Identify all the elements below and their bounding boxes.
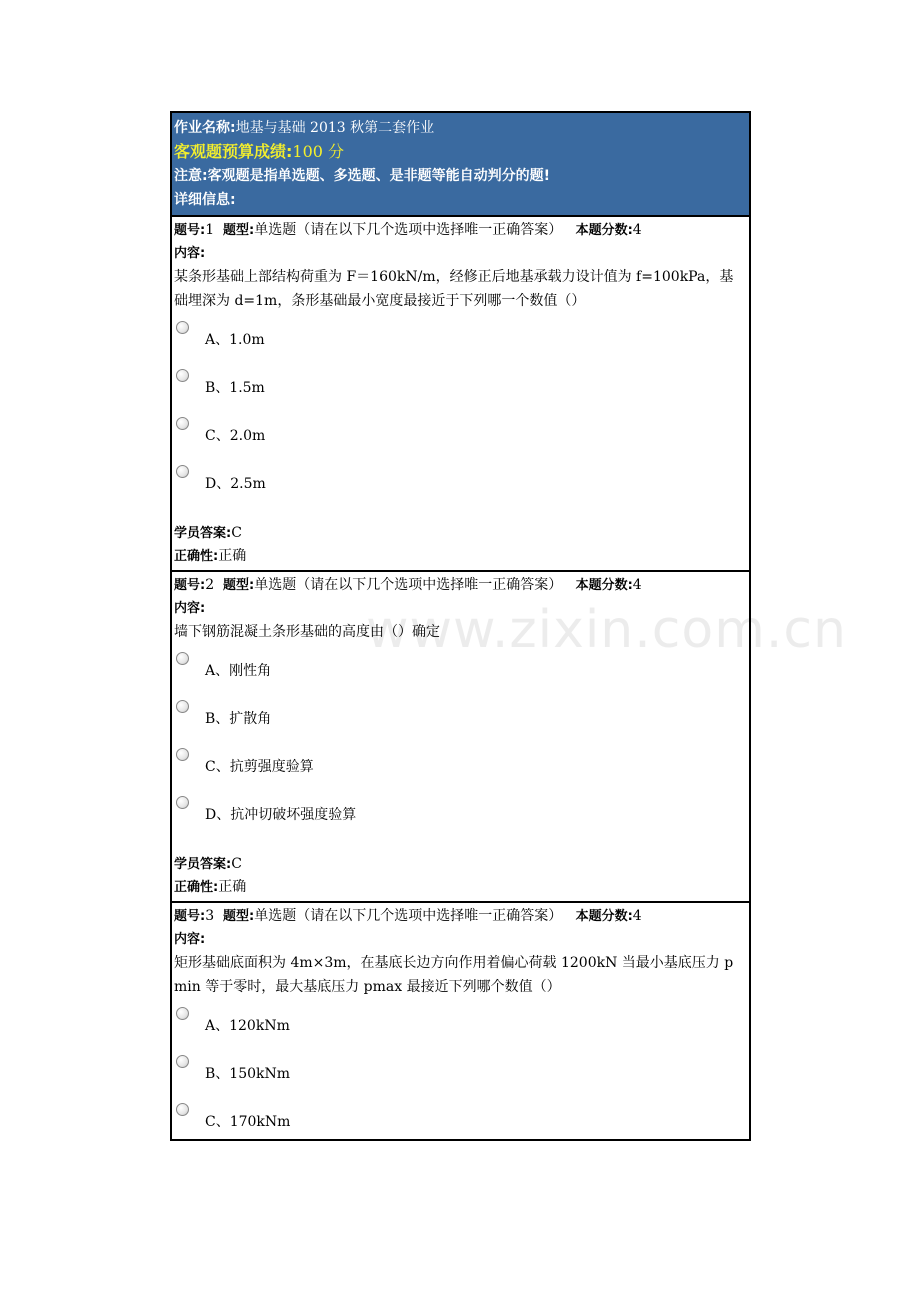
question-number-label: 题号: xyxy=(174,909,206,924)
correctness-label: 正确性: xyxy=(174,880,219,895)
question-number-label: 题号: xyxy=(174,578,206,593)
homework-name-label: 作业名称: xyxy=(174,120,236,136)
correctness-row xyxy=(174,876,747,899)
option-a[interactable] xyxy=(174,650,747,698)
radio-button[interactable] xyxy=(176,465,189,478)
objective-score-label: 客观题预算成绩: xyxy=(174,142,293,161)
option-b[interactable] xyxy=(174,1053,747,1101)
option-label: A、刚性角 xyxy=(205,663,272,679)
option-b[interactable] xyxy=(174,367,747,415)
homework-name-value: 地基与基础 2013 秋第二套作业 xyxy=(235,120,435,136)
student-answer-row xyxy=(174,853,747,876)
question-number: 1 xyxy=(205,222,215,238)
option-label: C、抗剪强度验算 xyxy=(205,759,314,775)
question-score-label: 本题分数: xyxy=(575,223,633,238)
student-answer-label: 学员答案: xyxy=(174,857,232,872)
question-block xyxy=(172,903,749,1139)
correctness-label: 正确性: xyxy=(174,549,219,564)
radio-button[interactable] xyxy=(176,652,189,665)
option-a[interactable] xyxy=(174,319,747,367)
question-number: 3 xyxy=(205,908,215,924)
correctness-value: 正确 xyxy=(218,879,247,895)
option-label: D、2.5m xyxy=(205,476,266,492)
option-label: C、2.0m xyxy=(205,428,266,444)
radio-button[interactable] xyxy=(176,417,189,430)
option-list xyxy=(174,319,747,511)
question-type-label: 题型: xyxy=(223,578,255,593)
option-d[interactable] xyxy=(174,794,747,842)
option-a[interactable] xyxy=(174,1005,747,1053)
radio-button[interactable] xyxy=(176,700,189,713)
student-answer-row xyxy=(174,522,747,545)
note-row xyxy=(174,164,746,188)
question-meta xyxy=(174,905,747,928)
homework-sheet xyxy=(170,111,751,1141)
question-score: 4 xyxy=(632,222,642,238)
detail-label: 详细信息: xyxy=(174,192,236,208)
question-number-label: 题号: xyxy=(174,223,206,238)
question-type: 单选题（请在以下几个选项中选择唯一正确答案） xyxy=(254,908,563,924)
content-label: 内容: xyxy=(174,932,206,947)
question-score: 4 xyxy=(632,908,642,924)
radio-button[interactable] xyxy=(176,796,189,809)
radio-button[interactable] xyxy=(176,369,189,382)
option-label: C、170kNm xyxy=(205,1114,291,1130)
question-score: 4 xyxy=(632,577,642,593)
objective-score-row xyxy=(174,140,746,164)
question-meta xyxy=(174,219,747,242)
question-number: 2 xyxy=(205,577,215,593)
watermark: www.zixin.com.cn xyxy=(366,600,847,660)
option-c[interactable] xyxy=(174,415,747,463)
objective-score-value: 100 分 xyxy=(292,142,345,161)
radio-button[interactable] xyxy=(176,1055,189,1068)
option-c[interactable] xyxy=(174,1101,747,1137)
note-value: 客观题是指单选题、多选题、是非题等能自动判分的题! xyxy=(207,168,550,184)
option-label: D、抗冲切破坏强度验算 xyxy=(205,807,357,823)
note-label: 注意: xyxy=(174,168,208,184)
homework-header xyxy=(172,113,749,217)
question-type: 单选题（请在以下几个选项中选择唯一正确答案） xyxy=(254,577,563,593)
radio-button[interactable] xyxy=(176,321,189,334)
student-answer-label: 学员答案: xyxy=(174,526,232,541)
student-answer: C xyxy=(231,856,242,872)
question-meta xyxy=(174,574,747,597)
option-b[interactable] xyxy=(174,698,747,746)
option-label: B、1.5m xyxy=(205,380,265,396)
content-label: 内容: xyxy=(174,601,206,616)
question-type-label: 题型: xyxy=(223,909,255,924)
option-label: A、1.0m xyxy=(205,332,265,348)
option-list xyxy=(174,650,747,842)
student-answer: C xyxy=(231,525,242,541)
question-content: 矩形基础底面积为 4m×3m，在基底长边方向作用着偏心荷载 1200kN 当最小基底压力 pmin 等于零时，最大基底压力 pmax 最接近下列哪个数值（） xyxy=(174,955,734,995)
radio-button[interactable] xyxy=(176,1007,189,1020)
option-d[interactable] xyxy=(174,463,747,511)
question-content: 墙下钢筋混凝土条形基础的高度由（）确定 xyxy=(174,624,440,640)
option-label: A、120kNm xyxy=(205,1018,290,1034)
detail-row xyxy=(174,188,746,212)
radio-button[interactable] xyxy=(176,1103,189,1116)
option-c[interactable] xyxy=(174,746,747,794)
option-label: B、150kNm xyxy=(205,1066,291,1082)
homework-name-row xyxy=(174,116,746,140)
option-label: B、扩散角 xyxy=(205,711,272,727)
question-score-label: 本题分数: xyxy=(575,578,633,593)
question-type-label: 题型: xyxy=(223,223,255,238)
option-list xyxy=(174,1005,747,1137)
radio-button[interactable] xyxy=(176,748,189,761)
question-block xyxy=(172,572,749,903)
question-content: 某条形基础上部结构荷重为 F＝160kN/m，经修正后地基承载力设计值为 f=100kPa，基础埋深为 d=1m，条形基础最小宽度最接近于下列哪一个数值（） xyxy=(174,269,734,309)
correctness-value: 正确 xyxy=(218,548,247,564)
question-type: 单选题（请在以下几个选项中选择唯一正确答案） xyxy=(254,222,563,238)
question-score-label: 本题分数: xyxy=(575,909,633,924)
correctness-row xyxy=(174,545,747,568)
content-label: 内容: xyxy=(174,246,206,261)
question-block xyxy=(172,217,749,572)
